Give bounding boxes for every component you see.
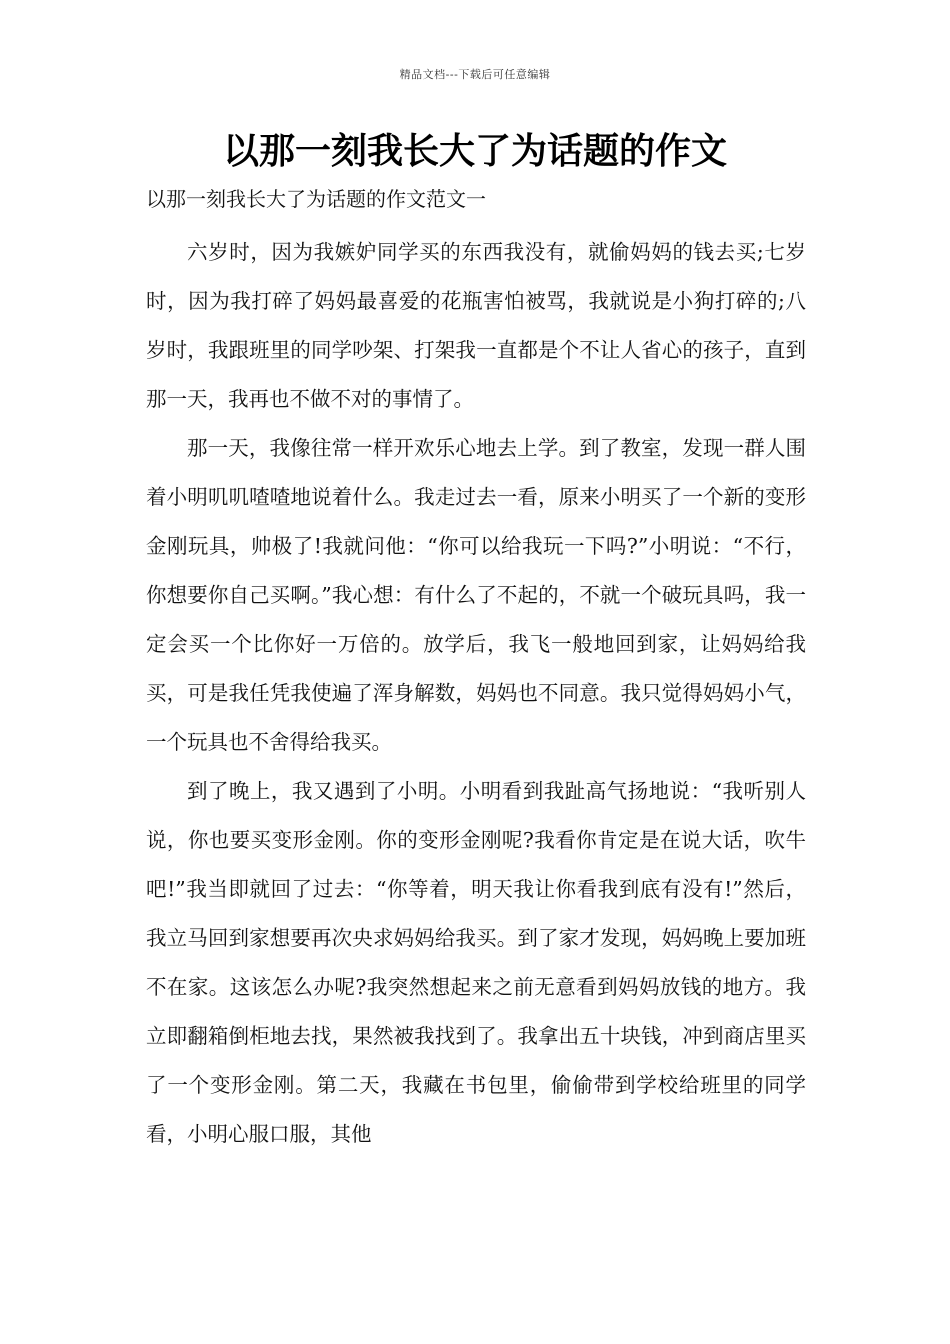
- paragraph-2: 那一天，我像往常一样开欢乐心地去上学。到了教室，发现一群人围着小明叽叽喳喳地说着什么。我走过去一看，原来小明买了一个新的变形金刚玩具，帅极了!我就问他：“你可以给我玩一下吗?”小明说：“不行，你想要你自己买啊。”我心想：有什么了不起的，不就一个破玩具吗，我一定会买一个比你好一万倍的。放学后，我飞一般地回到家，让妈妈给我买，可是我任凭我使遍了浑身解数，妈妈也不同意。我只觉得妈妈小气，一个玩具也不舍得给我买。: [146, 436, 806, 754]
- document-subtitle: 以那一刻我长大了为话题的作文范文一: [146, 187, 486, 211]
- paragraph-1: 六岁时，因为我嫉妒同学买的东西我没有，就偷妈妈的钱去买;七岁时，因为我打碎了妈妈最喜爱的花瓶害怕被骂，我就说是小狗打碎的;八岁时，我跟班里的同学吵架、打架我一直都是个不让人省心的孩子，直到那一天，我再也不做不对的事情了。: [146, 240, 806, 411]
- paragraph-3: 到了晚上，我又遇到了小明。小明看到我趾高气扬地说：“我听别人说，你也要买变形金刚。你的变形金刚呢?我看你肯定是在说大话，吹牛吧!”我当即就回了过去：“你等着，明天我让你看我到底有没有!”然后，我立马回到家想要再次央求妈妈给我买。到了家才发现，妈妈晚上要加班不在家。这该怎么办呢?我突然想起来之前无意看到妈妈放钱的地方。我立即翻箱倒柜地去找，果然被我找到了。我拿出五十块钱，冲到商店里买了一个变形金刚。第二天，我藏在书包里，偷偷带到学校给班里的同学看，小明心服口服，其他: [146, 779, 806, 1146]
- header-note: 精品文档---下载后可任意编辑: [399, 68, 551, 81]
- document-body: [146, 228, 806, 1159]
- document-title: 以那一刻我长大了为话题的作文: [222, 131, 727, 172]
